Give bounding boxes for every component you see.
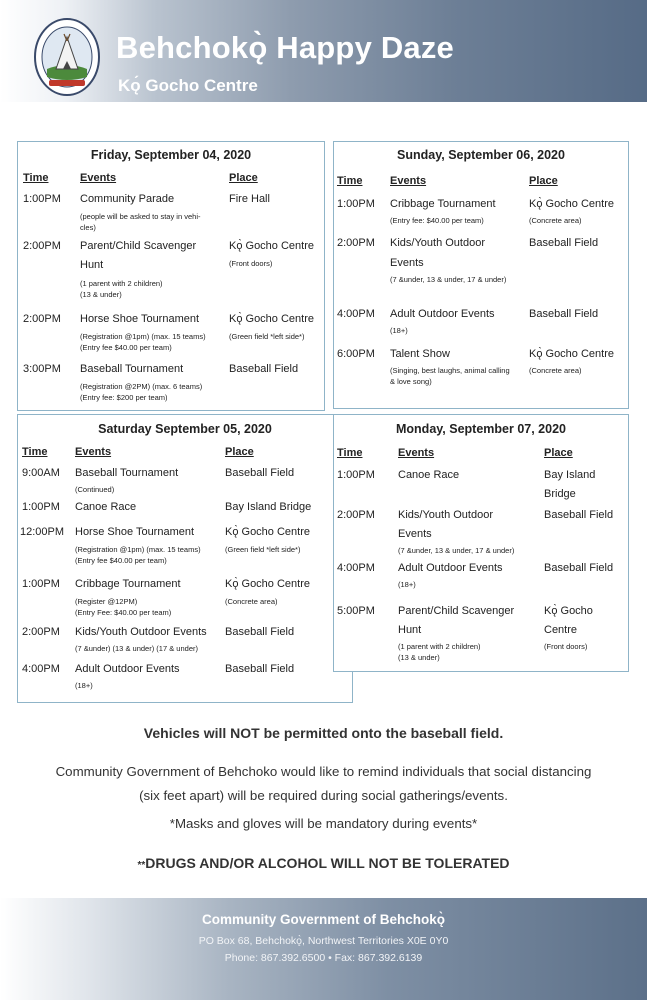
event-place: Baseball Field (225, 663, 295, 675)
event-name: Events (390, 257, 424, 269)
vehicle-notice: Vehicles will NOT be permitted onto the baseball field. (143, 725, 504, 741)
event-note: (1 parent with 2 children) (398, 642, 481, 651)
event-note: (18+) (390, 326, 408, 335)
event-time: 1:00PM (337, 469, 375, 481)
event-note: (Entry fee: $200 per team) (80, 393, 168, 402)
event-note: & love song) (390, 377, 432, 386)
event-place: Kǫ̀ Gocho Centre (229, 313, 314, 325)
event-time: 5:00PM (337, 605, 375, 617)
event-note: (13 & under) (398, 653, 440, 662)
event-place: Centre (544, 624, 578, 636)
footer-org: Community Government of Behchokǫ̀ (201, 912, 446, 927)
event-note: (Registration @2PM) (max. 6 teams) (80, 382, 203, 391)
event-place: Bay Island (544, 469, 596, 481)
footer-banner (0, 898, 647, 1000)
drugs-notice-text: DRUGS AND/OR ALCOHOL WILL NOT BE TOLERATED (145, 855, 510, 871)
event-time: 9:00AM (22, 467, 60, 479)
drugs-notice (0, 855, 647, 871)
event-name: Kids/Youth Outdoor (390, 237, 485, 249)
schedule-friday (17, 141, 325, 411)
column-header-events: Events (80, 172, 117, 184)
event-time: 2:00PM (337, 237, 375, 249)
footer-contact: Phone: 867.392.6500 • Fax: 867.392.6139 (224, 952, 423, 964)
event-note: (13 & under) (80, 290, 122, 299)
event-note: (1 parent with 2 children) (80, 279, 163, 288)
event-name: Kids/Youth Outdoor (398, 509, 493, 521)
drugs-notice-prefix: ** (137, 860, 146, 871)
day-title: Sunday, September 06, 2020 (397, 148, 565, 162)
day-title: Saturday September 05, 2020 (98, 422, 272, 436)
column-header-place: Place (225, 446, 254, 458)
place-note: (Concrete area) (529, 216, 582, 225)
event-note: (7 &under, 13 & under, 17 & under) (390, 275, 507, 284)
event-name: Community Parade (80, 193, 175, 205)
event-name: Canoe Race (398, 469, 460, 481)
event-name: Horse Shoe Tournament (75, 526, 195, 538)
event-time: 4:00PM (337, 308, 375, 320)
place-note: (Front doors) (229, 259, 273, 268)
event-note: (Entry fee $40.00 per team) (80, 343, 172, 352)
event-place: Kǫ̀ Gocho Centre (529, 198, 614, 210)
event-time: 4:00PM (337, 562, 375, 574)
event-name: Adult Outdoor Events (75, 663, 180, 675)
event-note: (Entry fee: $40.00 per team) (390, 216, 484, 225)
event-place: Baseball Field (229, 363, 299, 375)
day-title: Friday, September 04, 2020 (90, 148, 252, 162)
column-header-place: Place (229, 172, 258, 184)
place-note: (Concrete area) (225, 597, 278, 606)
event-place: Kǫ̀ Gocho (544, 605, 593, 617)
place-note: (Concrete area) (529, 366, 582, 375)
event-name: Hunt (398, 624, 422, 636)
event-name: Adult Outdoor Events (398, 562, 503, 574)
event-note: (Singing, best laughs, animal calling (390, 366, 510, 375)
event-note: (Entry fee $40.00 per team) (75, 556, 167, 565)
event-place: Kǫ̀ Gocho Centre (225, 578, 310, 590)
event-time: 1:00PM (23, 193, 61, 205)
event-time: 12:00PM (20, 526, 65, 538)
distancing-notice-line2: (six feet apart) will be required during social gatherings/events. (139, 788, 508, 803)
place-note: (Green field *left side*) (229, 332, 305, 341)
event-name: Hunt (80, 259, 104, 271)
footer-address: PO Box 68, Behchokǫ̀, Northwest Territories X0E 0Y0 (198, 935, 449, 947)
event-name: Baseball Tournament (75, 467, 179, 479)
place-note: (Front doors) (544, 642, 588, 651)
event-name: Talent Show (390, 348, 450, 360)
column-header-place: Place (529, 175, 558, 187)
event-time: 2:00PM (23, 313, 61, 325)
event-note: (Continued) (75, 485, 115, 494)
distancing-notice-line1: Community Government of Behchoko would like to remind individuals that social distancing (55, 764, 592, 779)
event-note: (Register @12PM) (75, 597, 138, 606)
event-place: Baseball Field (529, 308, 599, 320)
column-header-time: Time (23, 172, 49, 184)
page-title: Behchokǫ̀ Happy Daze (116, 30, 454, 65)
event-time: 2:00PM (22, 626, 60, 638)
event-place: Bay Island Bridge (225, 501, 312, 513)
event-name: Canoe Race (75, 501, 137, 513)
event-time: 6:00PM (337, 348, 375, 360)
event-place: Baseball Field (225, 467, 295, 479)
event-place: Kǫ̀ Gocho Centre (529, 348, 614, 360)
event-name: Baseball Tournament (80, 363, 184, 375)
event-note: (Registration @1pm) (max. 15 teams) (75, 545, 201, 554)
column-header-events: Events (75, 446, 112, 458)
event-time: 1:00PM (22, 578, 60, 590)
event-name: Cribbage Tournament (75, 578, 181, 590)
event-note: (Entry Fee: $40.00 per team) (75, 608, 172, 617)
event-place: Fire Hall (229, 193, 270, 205)
event-time: 1:00PM (337, 198, 375, 210)
event-note: (7 &under) (13 & under) (17 & under) (75, 644, 198, 653)
event-time: 1:00PM (22, 501, 60, 513)
event-note: (18+) (75, 681, 93, 690)
event-note: (18+) (398, 580, 416, 589)
page-subtitle: Kǫ́ Gocho Centre (118, 76, 258, 95)
event-time: 2:00PM (23, 240, 61, 252)
column-header-time: Time (337, 447, 363, 459)
event-name: Events (398, 528, 432, 540)
event-time: 4:00PM (22, 663, 60, 675)
event-name: Parent/Child Scavenger (80, 240, 197, 252)
event-name: Parent/Child Scavenger (398, 605, 515, 617)
schedule-monday (333, 414, 629, 672)
event-time: 3:00PM (23, 363, 61, 375)
place-note: (Green field *left side*) (225, 545, 301, 554)
event-place: Kǫ̀ Gocho Centre (229, 240, 314, 252)
column-header-events: Events (398, 447, 435, 459)
schedule-sunday (333, 141, 629, 409)
column-header-events: Events (390, 175, 427, 187)
event-name: Horse Shoe Tournament (80, 313, 200, 325)
event-note: (7 &under, 13 & under, 17 & under) (398, 546, 515, 555)
schedule-saturday (17, 414, 353, 703)
event-place: Baseball Field (544, 562, 614, 574)
event-place: Baseball Field (529, 237, 599, 249)
event-note: cles) (80, 223, 96, 232)
column-header-place: Place (544, 447, 573, 459)
event-place: Baseball Field (544, 509, 614, 521)
masks-notice: *Masks and gloves will be mandatory during events* (169, 816, 478, 831)
community-seal-logo (33, 17, 101, 97)
column-header-time: Time (22, 446, 48, 458)
day-title: Monday, September 07, 2020 (396, 422, 566, 436)
event-place: Baseball Field (225, 626, 295, 638)
event-time: 2:00PM (337, 509, 375, 521)
header-banner (0, 0, 647, 102)
event-place: Kǫ̀ Gocho Centre (225, 526, 310, 538)
event-place: Bridge (544, 488, 576, 500)
event-name: Kids/Youth Outdoor Events (75, 626, 207, 638)
event-name: Adult Outdoor Events (390, 308, 495, 320)
event-name: Cribbage Tournament (390, 198, 496, 210)
event-note: (people will be asked to stay in vehi- (80, 212, 201, 221)
event-note: (Registration @1pm) (max. 15 teams) (80, 332, 206, 341)
column-header-time: Time (337, 175, 363, 187)
